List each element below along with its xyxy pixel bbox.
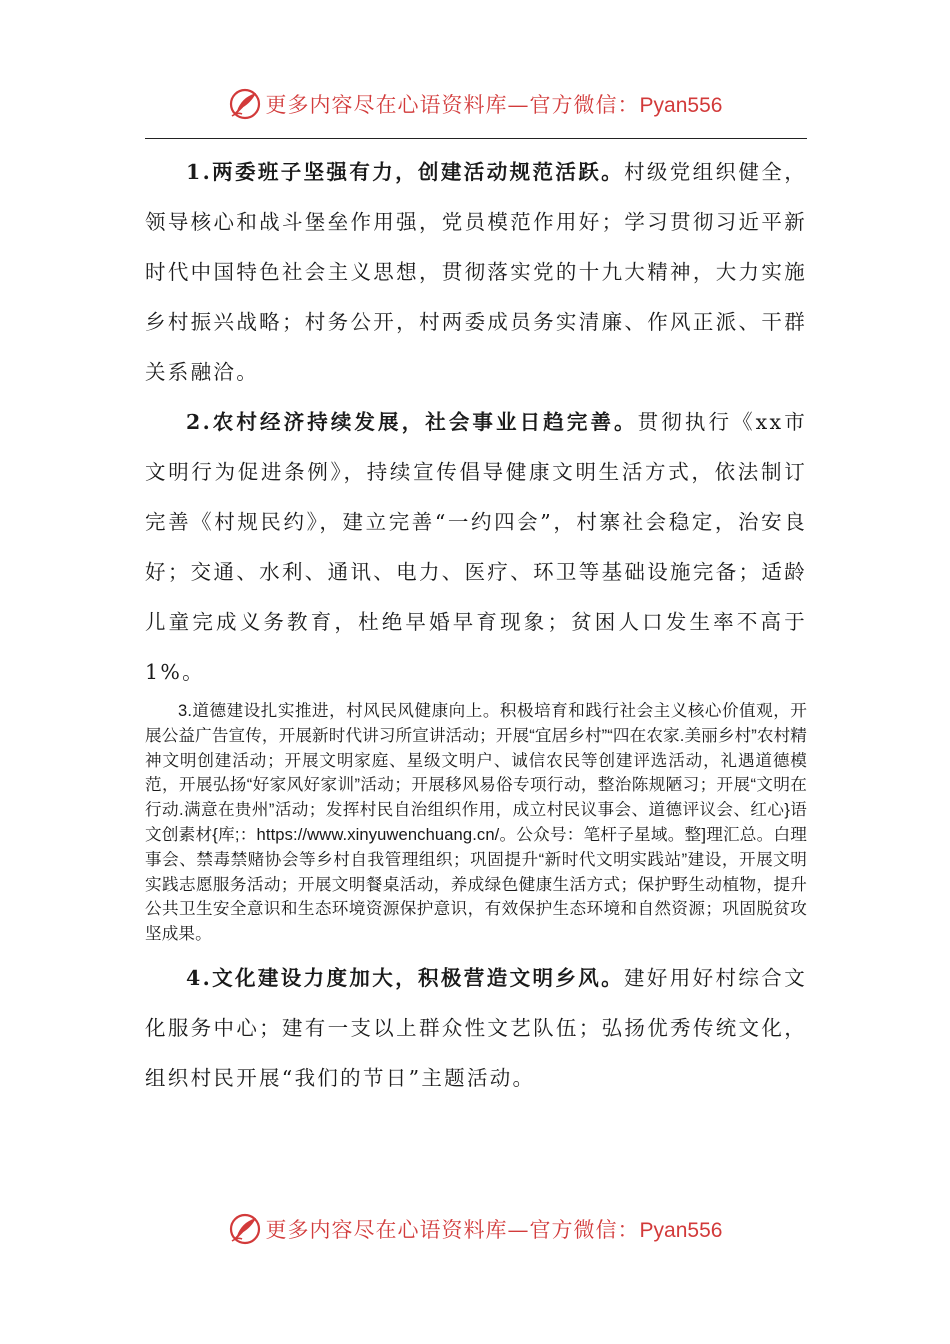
header-banner [0, 80, 950, 128]
paragraph-1-body: 村级党组织健全，领导核心和战斗堡垒作用强，党员模范作用好；学习贯彻习近平新时代中国特色社会主义思想，贯彻落实党的十九大精神，大力实施乡村振兴战略；村务公开，村两委成员务实清廉、作风正派、干群关系融洽。 [145, 160, 807, 384]
header-banner-wx-label: 官方微信： [529, 93, 640, 117]
document-body [145, 147, 807, 1103]
paragraph-3: 3.道德建设扎实推进，村风民风健康向上。积极培育和践行社会主义核心价值观，开展公益广告宣传，开展新时代讲习所宣讲活动；开展“宜居乡村”“四在农家.美丽乡村”农村精神文明创建活动；开展文明家庭、星级文明户、诚信农民等创建评选活动，礼遇道德模范，开展弘扬“好家风好家训”活动；开展移风易俗专项行动，整治陈规陋习；开展“文明在行动.满意在贵州”活动；发挥村民自治组织作用，成立村民议事会、道德评议会、红心}语文创素材{库;：https://www.xinyuwenchuang.cn/。公众号：笔杆子星域。整]理汇总。白理事会、禁毒禁赌协会等乡村自我管理组织；巩固提升“新时代文明实践站”建设，开展文明实践志愿服务活动；开展文明餐桌活动，养成绿色健康生活方式；保护野生动植物，提升公共卫生安全意识和生态环境资源保护意识，有效保护生态环境和自然资源；巩固脱贫攻坚成果。 [145, 701, 807, 944]
header-divider [145, 138, 807, 139]
header-banner-dash: — [507, 93, 530, 117]
paragraph-4-lead: 4.文化建设力度加大，积极营造文明乡风。 [186, 965, 624, 990]
pen-feather-logo-icon [228, 1212, 262, 1246]
pen-feather-logo-icon [228, 87, 262, 121]
footer-banner-wx-id: Pyan556 [639, 1219, 723, 1242]
footer-banner-main: 更多内容尽在心语资料库 [265, 1218, 508, 1242]
footer-banner [0, 1205, 950, 1253]
footer-banner-wx-label: 官方微信： [529, 1218, 640, 1242]
paragraph-2 [145, 397, 807, 697]
paragraph-4-body: 建好用好村综合文化服务中心；建有一支以上群众性文艺队伍；弘扬优秀传统文化，组织村民开展“我们的节日”主题活动。 [145, 965, 807, 1090]
paragraph-1-lead: 1.两委班子坚强有力，创建活动规范活跃。 [186, 160, 624, 184]
header-banner-text [266, 89, 723, 119]
footer-banner-text [266, 1214, 723, 1244]
header-banner-main: 更多内容尽在心语资料库 [265, 93, 508, 117]
paragraph-4 [145, 953, 807, 1103]
paragraph-2-lead: 2.农村经济持续发展，社会事业日趋完善。 [186, 410, 638, 434]
footer-banner-dash: — [507, 1218, 530, 1242]
header-banner-wx-id: Pyan556 [639, 94, 723, 117]
paragraph-2-body: 贯彻执行《xx市文明行为促进条例》，持续宣传倡导健康文明生活方式，依法制订完善《村规民约》，建立完善“一约四会”，村寨社会稳定，治安良好；交通、水利、通讯、电力、医疗、环卫等基础设施完备；适龄儿童完成义务教育，杜绝早婚早育现象；贫困人口发生率不高于1%。 [145, 410, 807, 684]
paragraph-1 [145, 147, 807, 397]
